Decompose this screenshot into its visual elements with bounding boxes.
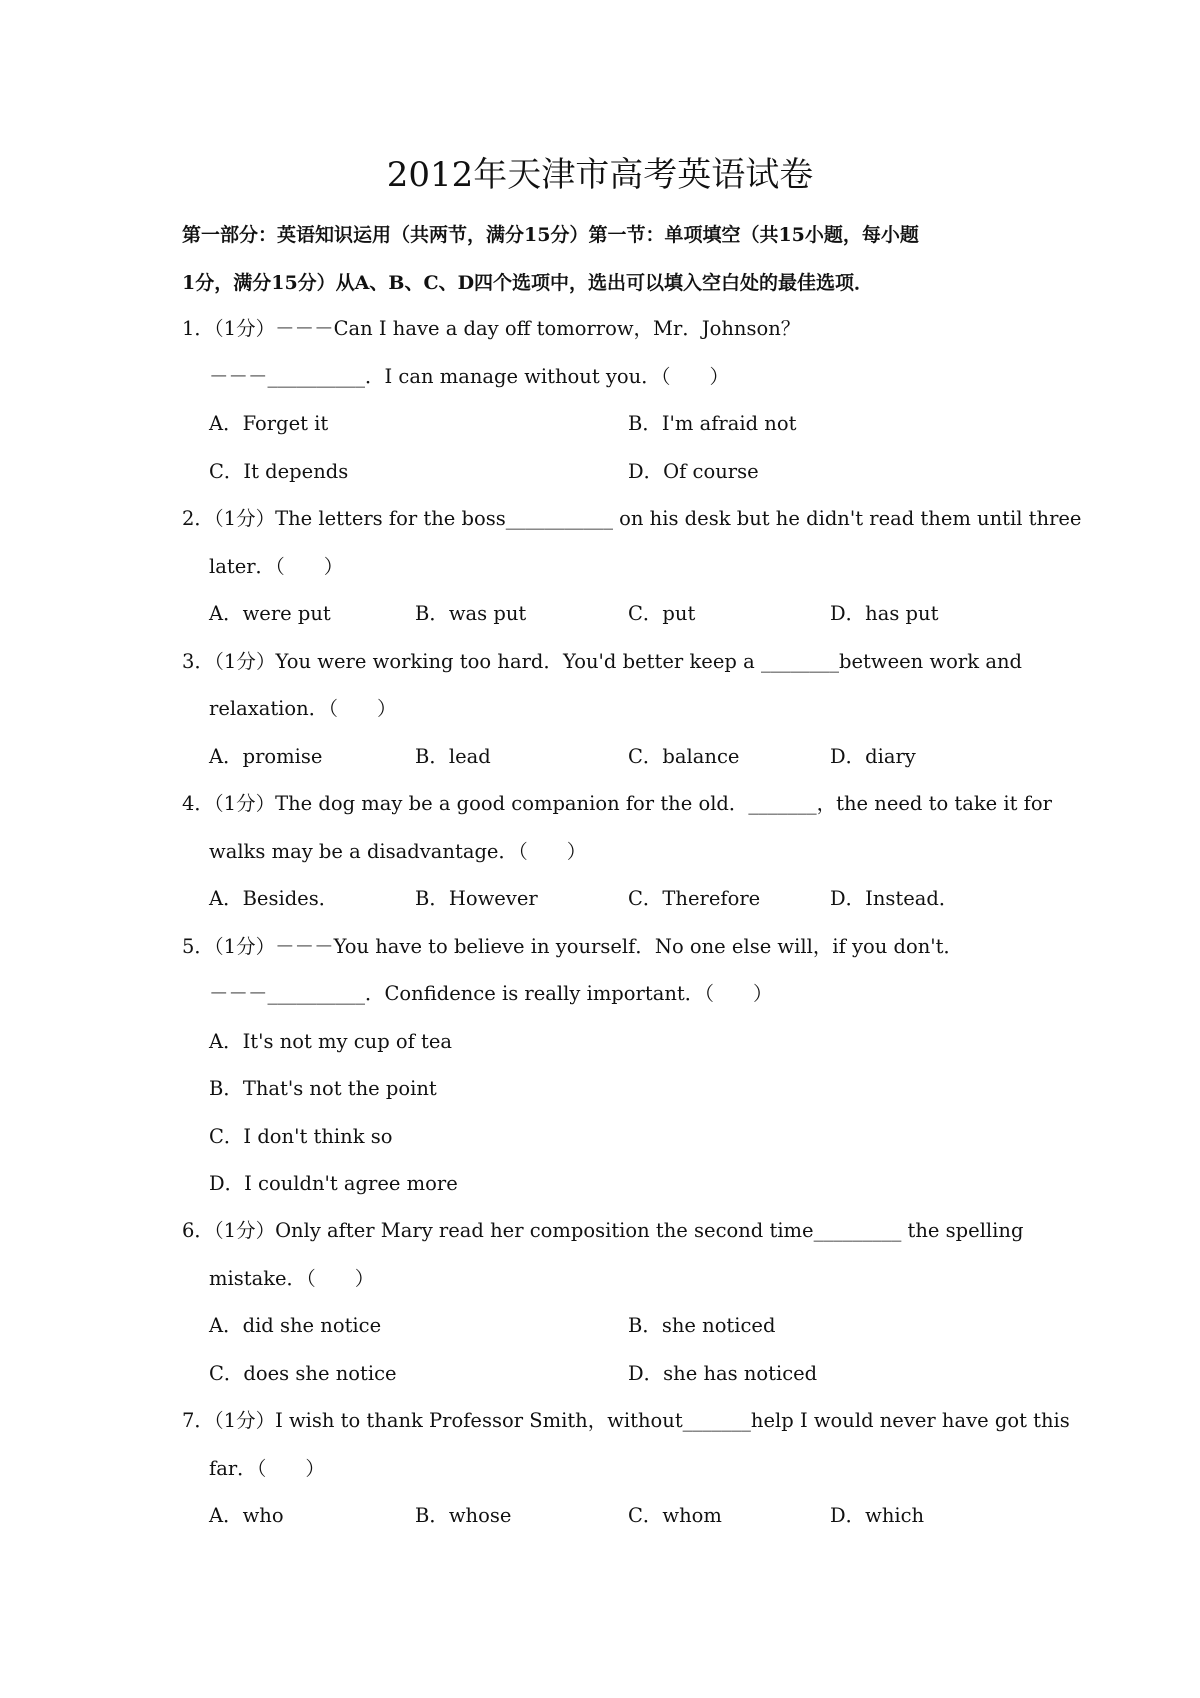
question-4-option-c[interactable]: C．Therefore <box>628 887 761 910</box>
question-6-option-a[interactable]: A．did she notice <box>209 1314 382 1337</box>
question-1-stem: 1．（1分）－－－Can I have a day off tomorrow，Mr．Johnson？ <box>182 317 801 340</box>
question-2-stem-cont: later．（ ） <box>209 555 344 578</box>
question-3-stem: 3．（1分）You were working too hard．You'd better keep a ________between work and <box>182 650 1022 673</box>
question-1-option-c[interactable]: C．It depends <box>209 460 349 483</box>
question-5-option-d[interactable]: D．I couldn't agree more <box>209 1172 458 1195</box>
question-2-option-b[interactable]: B．was put <box>415 602 527 625</box>
question-1-option-b[interactable]: B．I'm afraid not <box>628 412 797 435</box>
question-6-stem: 6．（1分）Only after Mary read her composition the second time_________ the spelling <box>182 1219 1024 1242</box>
question-2-option-c[interactable]: C．put <box>628 602 696 625</box>
question-4-stem: 4．（1分）The dog may be a good companion for the old．_______，the need to take it for <box>182 792 1052 815</box>
question-2-option-d[interactable]: D．has put <box>830 602 939 625</box>
question-3-option-b[interactable]: B．lead <box>415 745 491 768</box>
question-2-stem: 2．（1分）The letters for the boss___________ on his desk but he didn't read them until three <box>182 507 1082 530</box>
section-intro-line-1: 第一部分：英语知识运用（共两节，满分15分）第一节：单项填空（共15小题，每小题 <box>182 224 919 246</box>
question-5-stem-cont: －－－__________．Confidence is really important．（ ） <box>209 982 773 1005</box>
question-7-option-d[interactable]: D．which <box>830 1504 925 1527</box>
question-3-option-c[interactable]: C．balance <box>628 745 740 768</box>
question-7-stem: 7．（1分）I wish to thank Professor Smith，without_______help I would never have got this <box>182 1409 1070 1432</box>
question-5-option-b[interactable]: B．That's not the point <box>209 1077 437 1100</box>
question-1-option-d[interactable]: D．Of course <box>628 460 759 483</box>
question-7-option-b[interactable]: B．whose <box>415 1504 512 1527</box>
question-4-option-a[interactable]: A．Besides． <box>209 887 339 910</box>
question-7-option-c[interactable]: C．whom <box>628 1504 722 1527</box>
question-4-option-b[interactable]: B．However <box>415 887 538 910</box>
question-6-option-d[interactable]: D．she has noticed <box>628 1362 818 1385</box>
question-3-stem-cont: relaxation．（ ） <box>209 697 397 720</box>
question-5-option-a[interactable]: A．It's not my cup of tea <box>209 1030 453 1053</box>
question-1-stem-cont: －－－__________．I can manage without you．（ ） <box>209 365 729 388</box>
question-5-option-c[interactable]: C．I don't think so <box>209 1125 393 1148</box>
question-3-option-a[interactable]: A．promise <box>209 745 323 768</box>
question-2-option-a[interactable]: A．were put <box>209 602 331 625</box>
question-6-option-c[interactable]: C．does she notice <box>209 1362 397 1385</box>
page-title: 2012年天津市高考英语试卷 <box>386 155 814 195</box>
question-6-stem-cont: mistake．（ ） <box>209 1267 375 1290</box>
question-7-stem-cont: far．（ ） <box>209 1457 325 1480</box>
question-5-stem: 5．（1分）－－－You have to believe in yourself．No one else will，if you don't． <box>182 935 963 958</box>
question-6-option-b[interactable]: B．she noticed <box>628 1314 776 1337</box>
question-4-option-d[interactable]: D．Instead． <box>830 887 959 910</box>
section-intro-line-2: 1分，满分15分）从A、B、C、D四个选项中，选出可以填入空白处的最佳选项． <box>182 272 874 294</box>
question-4-stem-cont: walks may be a disadvantage．（ ） <box>209 840 587 863</box>
question-3-option-d[interactable]: D．diary <box>830 745 916 768</box>
question-7-option-a[interactable]: A．who <box>209 1504 284 1527</box>
question-1-option-a[interactable]: A．Forget it <box>209 412 329 435</box>
